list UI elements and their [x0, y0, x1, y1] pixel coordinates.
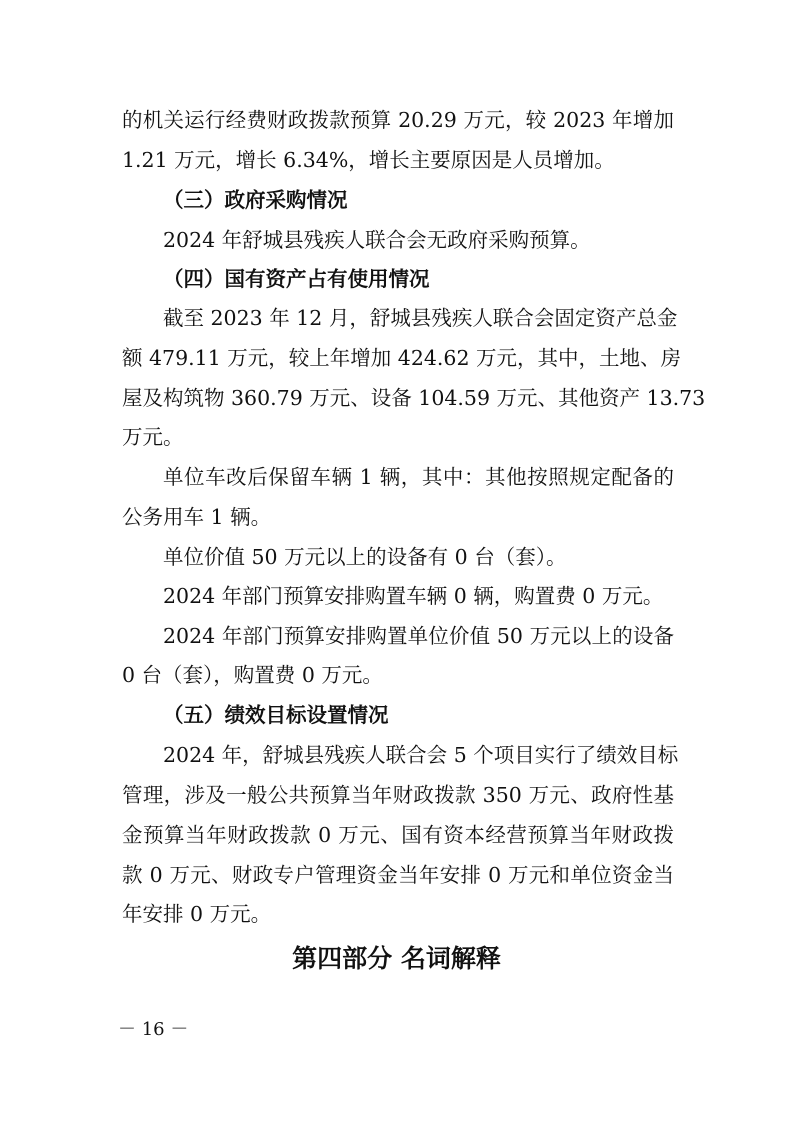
text-line: 截至 2023 年 12 月，舒城县残疾人联合会固定资产总金 — [163, 306, 678, 330]
text-line: 管理，涉及一般公共预算当年财政拨款 350 万元、政府性基 — [122, 783, 674, 807]
section-heading-5: （五）绩效目标设置情况 — [163, 703, 389, 727]
text-line: 的机关运行经费财政拨款预算 20.29 万元，较 2023 年增加 — [122, 108, 674, 132]
text-line: 单位价值 50 万元以上的设备有 0 台（套）。 — [163, 545, 567, 569]
text-line: 0 台（套），购置费 0 万元。 — [122, 663, 383, 687]
text-line: 屋及构筑物 360.79 万元、设备 104.59 万元、其他资产 13.73 — [122, 386, 706, 410]
section-heading-3: （三）政府采购情况 — [163, 188, 348, 212]
part-title: 第四部分 名词解释 — [292, 944, 501, 973]
text-line: 2024 年舒城县残疾人联合会无政府采购预算。 — [163, 228, 591, 252]
page-number: － 16 － — [118, 1019, 189, 1040]
text-line: 年安排 0 万元。 — [122, 902, 272, 926]
text-line: 金预算当年财政拨款 0 万元、国有资本经营预算当年财政拨 — [122, 823, 674, 847]
text-line: 2024 年部门预算安排购置车辆 0 辆，购置费 0 万元。 — [163, 584, 664, 608]
text-line: 2024 年部门预算安排购置单位价值 50 万元以上的设备 — [163, 624, 674, 648]
text-line: 万元。 — [122, 425, 184, 449]
text-line: 1.21 万元，增长 6.34%，增长主要原因是人员增加。 — [122, 148, 615, 172]
text-line: 2024 年，舒城县残疾人联合会 5 个项目实行了绩效目标 — [163, 743, 679, 767]
text-line: 单位车改后保留车辆 1 辆，其中：其他按照规定配备的 — [163, 465, 674, 489]
text-line: 款 0 万元、财政专户管理资金当年安排 0 万元和单位资金当 — [122, 863, 674, 887]
text-line: 额 479.11 万元，较上年增加 424.62 万元，其中，土地、房 — [122, 346, 682, 370]
section-heading-4: （四）国有资产占有使用情况 — [163, 267, 430, 291]
text-line: 公务用车 1 辆。 — [122, 505, 272, 529]
